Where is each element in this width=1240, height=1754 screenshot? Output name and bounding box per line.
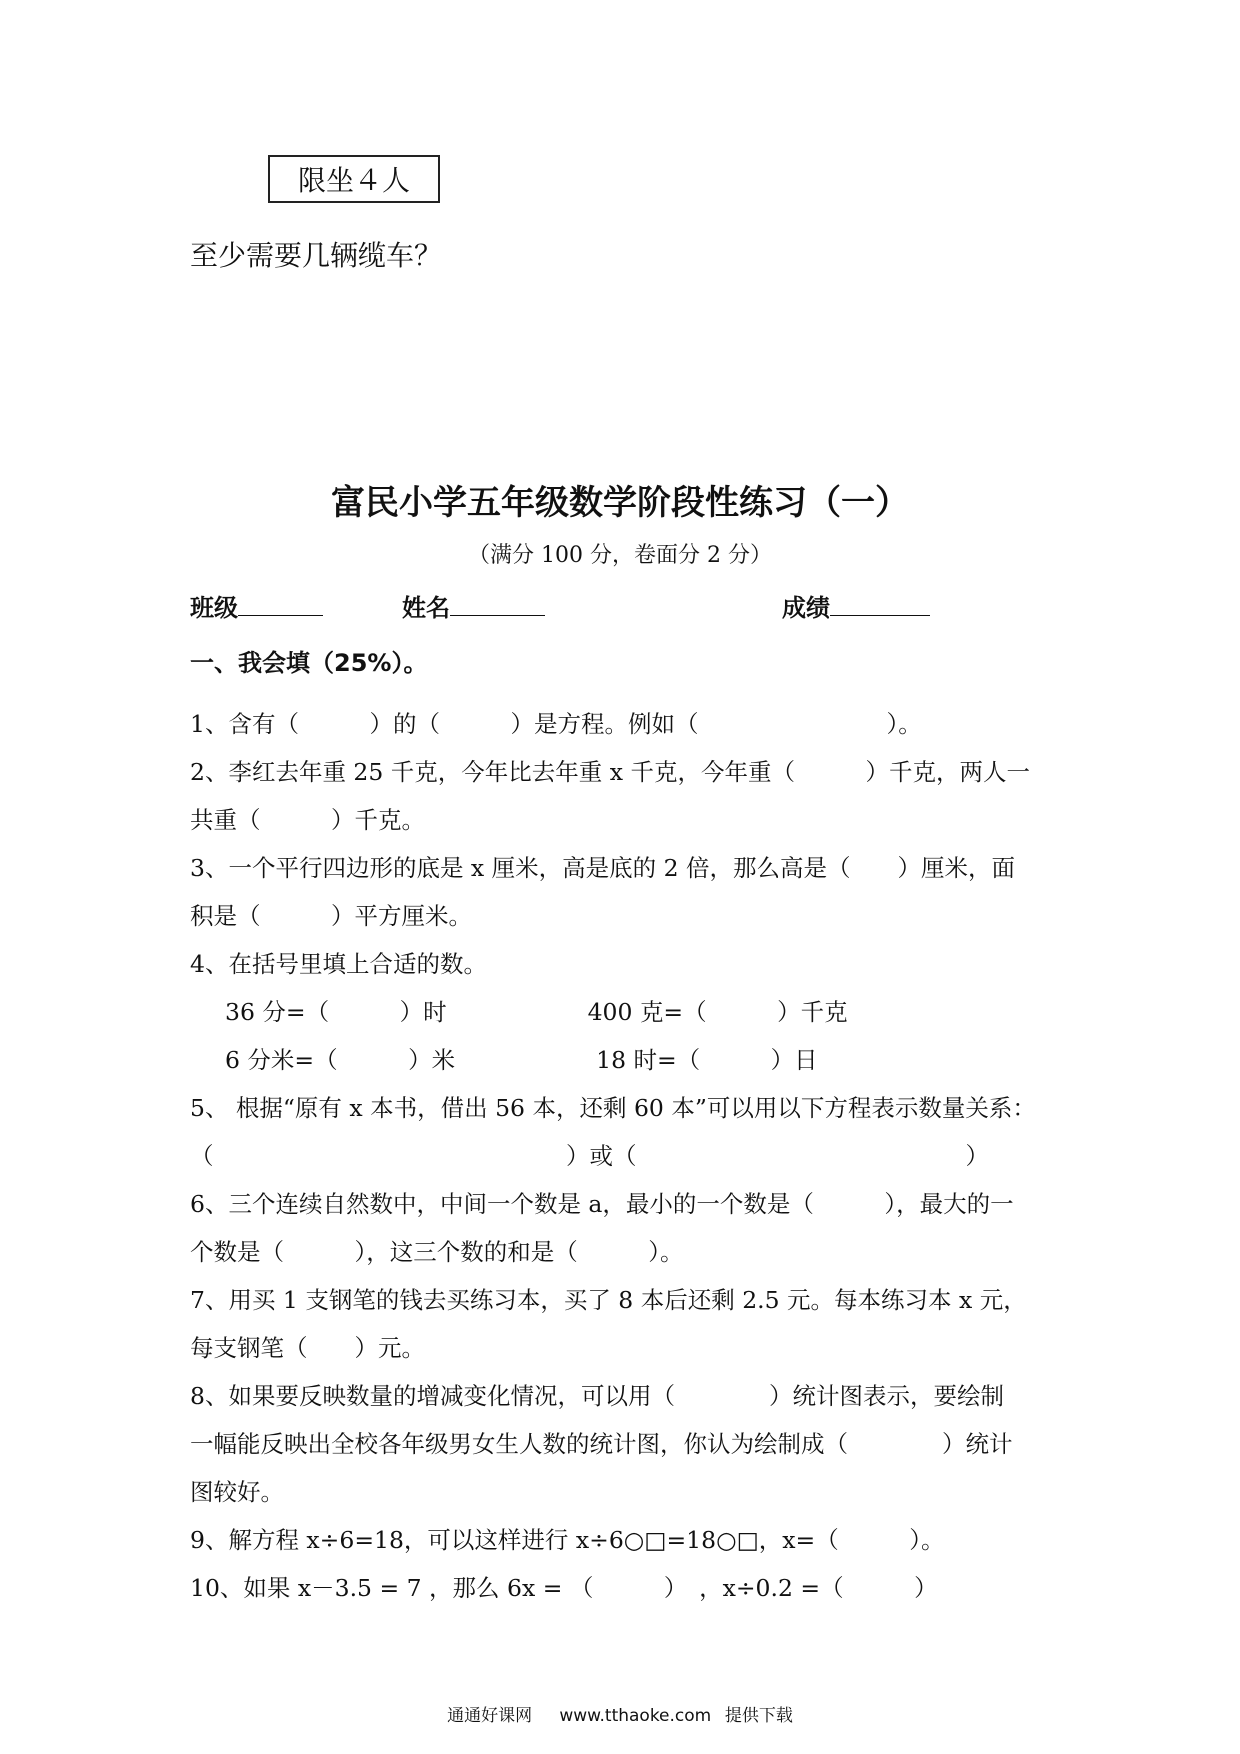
name-blank[interactable]: [450, 593, 545, 616]
question-line: 7、用买 1 支钢笔的钱去买练习本，买了 8 本后还剩 2.5 元。每本练习本 x 元，: [190, 1286, 1027, 1314]
footer-suffix: 提供下载: [724, 1706, 793, 1726]
footer-url[interactable]: www.tthaoke.com: [559, 1706, 712, 1726]
question-line: 1、含有（ ）的（ ）是方程。例如（ ）。: [190, 710, 922, 738]
question-line: 8、如果要反映数量的增减变化情况，可以用（ ）统计图表示，要绘制: [190, 1382, 1004, 1410]
question-line: 3、一个平行四边形的底是 x 厘米，高是底的 2 倍，那么高是（ ）厘米，面: [190, 854, 1016, 882]
class-label: 班级: [190, 594, 238, 622]
page-title: 富民小学五年级数学阶段性练习（一）: [331, 483, 909, 523]
question-line: 6 分米=（ ）米 18 时=（ ）日: [225, 1046, 818, 1074]
score-label: 成绩: [782, 594, 830, 622]
question-line: 每支钢笔（ ）元。: [190, 1334, 425, 1362]
question-line: 一幅能反映出全校各年级男女生人数的统计图，你认为绘制成（ ）统计: [190, 1430, 1013, 1458]
footer-site: 通通好课网: [447, 1706, 533, 1726]
question-line: 9、解方程 x÷6=18，可以这样进行 x÷6○□=18○□，x=（ ）。: [190, 1526, 945, 1554]
question-line: 5、 根据“原有 x 本书，借出 56 本，还剩 60 本”可以用以下方程表示数量关系：: [190, 1094, 1036, 1122]
question-line: 积是（ ）平方厘米。: [190, 902, 472, 930]
question-line: 6、三个连续自然数中，中间一个数是 a，最小的一个数是（ ），最大的一: [190, 1190, 1014, 1218]
question-line: 共重（ ）千克。: [190, 806, 425, 834]
page-footer: [0, 1701, 1240, 1726]
question-line: 个数是（ ），这三个数的和是（ ）。: [190, 1238, 684, 1266]
class-blank[interactable]: [238, 593, 323, 616]
score-field: [782, 588, 930, 623]
question-line: 2、李红去年重 25 千克，今年比去年重 x 千克，今年重（ ）千克，两人一: [190, 758, 1030, 786]
question-line: 图较好。: [190, 1478, 284, 1506]
cable-car-question: 至少需要几辆缆车？: [190, 239, 443, 272]
section-title: 一、我会填（25%）。: [190, 649, 428, 677]
score-blank[interactable]: [830, 593, 930, 616]
page-subtitle: （满分 100 分，卷面分 2 分）: [468, 543, 772, 568]
question-line: 4、在括号里填上合适的数。: [190, 950, 487, 978]
seat-limit-text: 限坐４人: [297, 164, 410, 197]
class-field: [190, 588, 323, 623]
question-line: （ ）或（ ）: [190, 1142, 989, 1170]
question-line: 10、如果 x－3.5 = 7 ，那么 6x = （ ） ，x÷0.2 =（ ）: [190, 1574, 938, 1602]
seat-limit-box: [268, 155, 440, 203]
name-field: [402, 588, 545, 623]
question-line: 36 分=（ ）时 400 克=（ ）千克: [225, 998, 848, 1026]
name-label: 姓名: [402, 594, 450, 622]
